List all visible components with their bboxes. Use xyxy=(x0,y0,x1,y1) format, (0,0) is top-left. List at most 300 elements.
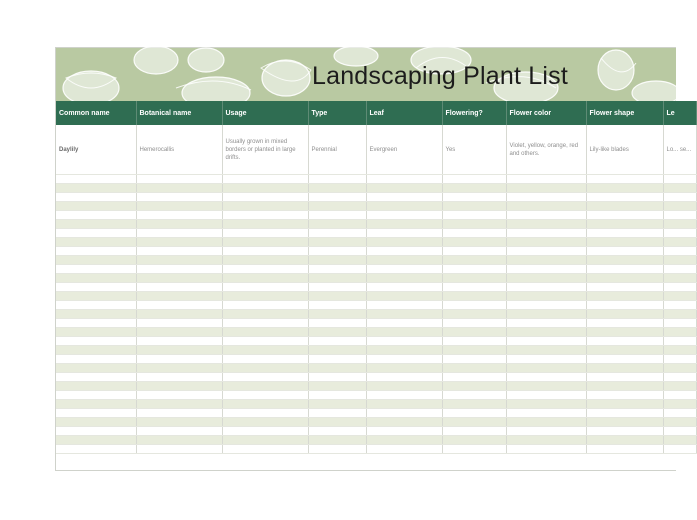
cell-type[interactable]: Perennial xyxy=(308,125,366,175)
empty-cell[interactable] xyxy=(56,427,136,436)
empty-cell[interactable] xyxy=(442,247,506,256)
empty-cell[interactable] xyxy=(442,427,506,436)
empty-cell[interactable] xyxy=(136,337,222,346)
empty-cell[interactable] xyxy=(222,364,308,373)
empty-cell[interactable] xyxy=(586,319,663,328)
empty-cell[interactable] xyxy=(442,265,506,274)
empty-cell[interactable] xyxy=(136,184,222,193)
column-header-botanical-name[interactable]: Botanical name xyxy=(136,101,222,125)
empty-cell[interactable] xyxy=(506,328,586,337)
cell-usage[interactable]: Usually grown in mixed borders or planted in large drifts. xyxy=(222,125,308,175)
empty-cell[interactable] xyxy=(663,256,696,265)
empty-cell[interactable] xyxy=(136,400,222,409)
empty-cell[interactable] xyxy=(56,220,136,229)
empty-cell[interactable] xyxy=(586,400,663,409)
empty-cell[interactable] xyxy=(663,310,696,319)
empty-cell[interactable] xyxy=(56,265,136,274)
empty-cell[interactable] xyxy=(222,400,308,409)
empty-cell[interactable] xyxy=(308,292,366,301)
empty-cell[interactable] xyxy=(222,175,308,184)
empty-cell[interactable] xyxy=(442,382,506,391)
empty-cell[interactable] xyxy=(506,256,586,265)
empty-cell[interactable] xyxy=(366,184,442,193)
empty-cell[interactable] xyxy=(136,220,222,229)
empty-cell[interactable] xyxy=(663,184,696,193)
column-header-flowering[interactable]: Flowering? xyxy=(442,101,506,125)
empty-cell[interactable] xyxy=(442,211,506,220)
empty-cell[interactable] xyxy=(308,256,366,265)
empty-cell[interactable] xyxy=(308,409,366,418)
empty-cell[interactable] xyxy=(136,346,222,355)
empty-cell[interactable] xyxy=(586,373,663,382)
empty-cell[interactable] xyxy=(136,283,222,292)
empty-cell[interactable] xyxy=(222,337,308,346)
empty-cell[interactable] xyxy=(366,247,442,256)
empty-cell[interactable] xyxy=(308,238,366,247)
empty-cell[interactable] xyxy=(506,265,586,274)
empty-cell[interactable] xyxy=(136,175,222,184)
empty-cell[interactable] xyxy=(136,247,222,256)
empty-cell[interactable] xyxy=(366,238,442,247)
empty-cell[interactable] xyxy=(366,229,442,238)
empty-cell[interactable] xyxy=(366,337,442,346)
column-header-usage[interactable]: Usage xyxy=(222,101,308,125)
empty-cell[interactable] xyxy=(308,184,366,193)
empty-cell[interactable] xyxy=(506,445,586,454)
empty-cell[interactable] xyxy=(308,301,366,310)
empty-cell[interactable] xyxy=(366,211,442,220)
empty-cell[interactable] xyxy=(586,184,663,193)
empty-cell[interactable] xyxy=(56,445,136,454)
empty-cell[interactable] xyxy=(56,382,136,391)
empty-cell[interactable] xyxy=(663,364,696,373)
empty-cell[interactable] xyxy=(506,346,586,355)
empty-cell[interactable] xyxy=(136,445,222,454)
cell-botanical-name[interactable]: Hemerocallis xyxy=(136,125,222,175)
empty-cell[interactable] xyxy=(56,292,136,301)
empty-cell[interactable] xyxy=(308,193,366,202)
table-row xyxy=(56,382,696,391)
empty-cell[interactable] xyxy=(663,418,696,427)
empty-cell[interactable] xyxy=(586,328,663,337)
empty-cell[interactable] xyxy=(506,301,586,310)
empty-cell[interactable] xyxy=(506,238,586,247)
empty-cell[interactable] xyxy=(586,364,663,373)
empty-cell[interactable] xyxy=(136,382,222,391)
empty-cell[interactable] xyxy=(222,220,308,229)
empty-cell[interactable] xyxy=(506,364,586,373)
empty-cell[interactable] xyxy=(442,283,506,292)
empty-cell[interactable] xyxy=(308,355,366,364)
empty-cell[interactable] xyxy=(308,337,366,346)
empty-cell[interactable] xyxy=(506,418,586,427)
empty-cell[interactable] xyxy=(56,247,136,256)
empty-cell[interactable] xyxy=(442,355,506,364)
empty-cell[interactable] xyxy=(442,256,506,265)
empty-cell[interactable] xyxy=(366,202,442,211)
empty-cell[interactable] xyxy=(308,364,366,373)
empty-cell[interactable] xyxy=(506,175,586,184)
empty-cell[interactable] xyxy=(663,391,696,400)
cell-cut[interactable]: Lo... se... xyxy=(663,125,696,175)
empty-cell[interactable] xyxy=(366,445,442,454)
empty-cell[interactable] xyxy=(56,310,136,319)
empty-cell[interactable] xyxy=(506,229,586,238)
table-row xyxy=(56,175,696,184)
empty-cell[interactable] xyxy=(442,184,506,193)
empty-cell[interactable] xyxy=(136,409,222,418)
empty-cell[interactable] xyxy=(222,319,308,328)
empty-cell[interactable] xyxy=(222,445,308,454)
empty-cell[interactable] xyxy=(222,274,308,283)
empty-cell[interactable] xyxy=(308,373,366,382)
empty-cell[interactable] xyxy=(56,337,136,346)
cell-leaf[interactable]: Evergreen xyxy=(366,125,442,175)
empty-cell[interactable] xyxy=(366,328,442,337)
empty-cell[interactable] xyxy=(366,256,442,265)
empty-cell[interactable] xyxy=(222,346,308,355)
empty-cell[interactable] xyxy=(663,301,696,310)
empty-cell[interactable] xyxy=(308,436,366,445)
empty-cell[interactable] xyxy=(506,202,586,211)
empty-cell[interactable] xyxy=(222,355,308,364)
empty-cell[interactable] xyxy=(136,391,222,400)
empty-cell[interactable] xyxy=(366,436,442,445)
empty-cell[interactable] xyxy=(56,274,136,283)
empty-cell[interactable] xyxy=(506,184,586,193)
empty-cell[interactable] xyxy=(308,427,366,436)
empty-cell[interactable] xyxy=(663,436,696,445)
empty-cell[interactable] xyxy=(308,283,366,292)
empty-cell[interactable] xyxy=(136,256,222,265)
empty-cell[interactable] xyxy=(308,274,366,283)
empty-cell[interactable] xyxy=(442,391,506,400)
empty-cell[interactable] xyxy=(56,418,136,427)
empty-cell[interactable] xyxy=(442,238,506,247)
empty-cell[interactable] xyxy=(663,283,696,292)
empty-cell[interactable] xyxy=(222,202,308,211)
empty-cell[interactable] xyxy=(506,319,586,328)
empty-cell[interactable] xyxy=(308,400,366,409)
empty-cell[interactable] xyxy=(366,319,442,328)
empty-cell[interactable] xyxy=(222,436,308,445)
empty-cell[interactable] xyxy=(136,355,222,364)
empty-cell[interactable] xyxy=(663,337,696,346)
empty-cell[interactable] xyxy=(586,382,663,391)
empty-cell[interactable] xyxy=(442,310,506,319)
empty-cell[interactable] xyxy=(586,202,663,211)
empty-cell[interactable] xyxy=(222,292,308,301)
empty-cell[interactable] xyxy=(663,409,696,418)
empty-cell[interactable] xyxy=(442,418,506,427)
empty-cell[interactable] xyxy=(136,292,222,301)
empty-cell[interactable] xyxy=(586,229,663,238)
empty-cell[interactable] xyxy=(56,229,136,238)
empty-cell[interactable] xyxy=(136,238,222,247)
empty-cell[interactable] xyxy=(663,238,696,247)
empty-cell[interactable] xyxy=(663,220,696,229)
empty-cell[interactable] xyxy=(56,319,136,328)
empty-cell[interactable] xyxy=(136,310,222,319)
empty-cell[interactable] xyxy=(663,382,696,391)
empty-cell[interactable] xyxy=(136,418,222,427)
empty-cell[interactable] xyxy=(586,292,663,301)
empty-cell[interactable] xyxy=(56,283,136,292)
empty-cell[interactable] xyxy=(308,211,366,220)
empty-cell[interactable] xyxy=(366,400,442,409)
empty-cell[interactable] xyxy=(586,427,663,436)
empty-cell[interactable] xyxy=(308,382,366,391)
empty-cell[interactable] xyxy=(56,211,136,220)
empty-cell[interactable] xyxy=(56,193,136,202)
empty-cell[interactable] xyxy=(586,355,663,364)
empty-cell[interactable] xyxy=(366,364,442,373)
empty-cell[interactable] xyxy=(366,292,442,301)
empty-cell[interactable] xyxy=(366,418,442,427)
empty-cell[interactable] xyxy=(56,436,136,445)
empty-cell[interactable] xyxy=(222,409,308,418)
empty-cell[interactable] xyxy=(222,184,308,193)
empty-cell[interactable] xyxy=(366,175,442,184)
empty-cell[interactable] xyxy=(506,310,586,319)
empty-cell[interactable] xyxy=(506,220,586,229)
empty-cell[interactable] xyxy=(506,292,586,301)
empty-cell[interactable] xyxy=(136,301,222,310)
empty-cell[interactable] xyxy=(366,427,442,436)
empty-cell[interactable] xyxy=(308,310,366,319)
empty-cell[interactable] xyxy=(506,247,586,256)
empty-cell[interactable] xyxy=(663,274,696,283)
empty-cell[interactable] xyxy=(366,301,442,310)
empty-cell[interactable] xyxy=(222,328,308,337)
empty-cell[interactable] xyxy=(586,256,663,265)
empty-cell[interactable] xyxy=(442,202,506,211)
empty-cell[interactable] xyxy=(663,292,696,301)
cell-flower-shape[interactable]: Lily-like blades xyxy=(586,125,663,175)
empty-cell[interactable] xyxy=(366,274,442,283)
empty-cell[interactable] xyxy=(586,418,663,427)
empty-cell[interactable] xyxy=(308,220,366,229)
empty-cell[interactable] xyxy=(308,202,366,211)
empty-cell[interactable] xyxy=(663,373,696,382)
empty-cell[interactable] xyxy=(136,229,222,238)
empty-cell[interactable] xyxy=(366,220,442,229)
empty-cell[interactable] xyxy=(222,382,308,391)
column-header-type[interactable]: Type xyxy=(308,101,366,125)
empty-cell[interactable] xyxy=(506,382,586,391)
empty-cell[interactable] xyxy=(586,211,663,220)
empty-cell[interactable] xyxy=(506,211,586,220)
empty-cell[interactable] xyxy=(222,193,308,202)
empty-cell[interactable] xyxy=(442,301,506,310)
empty-cell[interactable] xyxy=(222,211,308,220)
empty-cell[interactable] xyxy=(136,202,222,211)
empty-cell[interactable] xyxy=(442,445,506,454)
empty-cell[interactable] xyxy=(586,301,663,310)
empty-cell[interactable] xyxy=(586,310,663,319)
empty-cell[interactable] xyxy=(222,256,308,265)
empty-cell[interactable] xyxy=(136,427,222,436)
empty-cell[interactable] xyxy=(56,301,136,310)
empty-cell[interactable] xyxy=(222,427,308,436)
empty-cell[interactable] xyxy=(308,445,366,454)
empty-cell[interactable] xyxy=(222,391,308,400)
empty-cell[interactable] xyxy=(442,400,506,409)
empty-cell[interactable] xyxy=(136,373,222,382)
empty-cell[interactable] xyxy=(56,391,136,400)
empty-cell[interactable] xyxy=(586,283,663,292)
empty-cell[interactable] xyxy=(56,400,136,409)
empty-cell[interactable] xyxy=(136,436,222,445)
empty-cell[interactable] xyxy=(442,229,506,238)
empty-cell[interactable] xyxy=(136,211,222,220)
empty-cell[interactable] xyxy=(506,337,586,346)
empty-cell[interactable] xyxy=(663,229,696,238)
empty-cell[interactable] xyxy=(663,265,696,274)
empty-cell[interactable] xyxy=(586,445,663,454)
empty-cell[interactable] xyxy=(663,202,696,211)
empty-cell[interactable] xyxy=(663,247,696,256)
empty-cell[interactable] xyxy=(136,328,222,337)
empty-cell[interactable] xyxy=(442,337,506,346)
empty-cell[interactable] xyxy=(366,265,442,274)
empty-cell[interactable] xyxy=(308,418,366,427)
empty-cell[interactable] xyxy=(56,238,136,247)
cell-flower-color[interactable]: Violet, yellow, orange, red and others. xyxy=(506,125,586,175)
empty-cell[interactable] xyxy=(136,319,222,328)
empty-cell[interactable] xyxy=(366,391,442,400)
empty-cell[interactable] xyxy=(586,409,663,418)
empty-cell[interactable] xyxy=(663,400,696,409)
empty-cell[interactable] xyxy=(442,346,506,355)
empty-cell[interactable] xyxy=(366,193,442,202)
empty-cell[interactable] xyxy=(506,193,586,202)
empty-cell[interactable] xyxy=(56,256,136,265)
empty-cell[interactable] xyxy=(586,274,663,283)
empty-cell[interactable] xyxy=(586,220,663,229)
column-header-common-name[interactable]: Common name xyxy=(56,101,136,125)
empty-cell[interactable] xyxy=(442,175,506,184)
empty-cell[interactable] xyxy=(442,292,506,301)
empty-cell[interactable] xyxy=(506,436,586,445)
empty-cell[interactable] xyxy=(56,364,136,373)
empty-cell[interactable] xyxy=(308,229,366,238)
cell-common-name[interactable]: Daylily xyxy=(56,125,136,175)
empty-cell[interactable] xyxy=(366,373,442,382)
empty-cell[interactable] xyxy=(56,373,136,382)
empty-cell[interactable] xyxy=(506,400,586,409)
column-header-leaf[interactable]: Leaf xyxy=(366,101,442,125)
empty-cell[interactable] xyxy=(222,238,308,247)
empty-cell[interactable] xyxy=(222,310,308,319)
empty-cell[interactable] xyxy=(506,274,586,283)
empty-cell[interactable] xyxy=(506,283,586,292)
empty-cell[interactable] xyxy=(56,409,136,418)
empty-cell[interactable] xyxy=(308,247,366,256)
empty-cell[interactable] xyxy=(663,211,696,220)
empty-cell[interactable] xyxy=(506,373,586,382)
table-row xyxy=(56,193,696,202)
empty-cell[interactable] xyxy=(663,355,696,364)
empty-cell[interactable] xyxy=(506,427,586,436)
empty-cell[interactable] xyxy=(442,220,506,229)
empty-cell[interactable] xyxy=(442,328,506,337)
empty-cell[interactable] xyxy=(586,238,663,247)
empty-cell[interactable] xyxy=(586,247,663,256)
column-header-cut[interactable]: Le xyxy=(663,101,696,125)
empty-cell[interactable] xyxy=(442,373,506,382)
empty-cell[interactable] xyxy=(663,427,696,436)
column-header-flower-shape[interactable]: Flower shape xyxy=(586,101,663,125)
empty-cell[interactable] xyxy=(56,328,136,337)
empty-cell[interactable] xyxy=(136,265,222,274)
empty-cell[interactable] xyxy=(663,328,696,337)
empty-cell[interactable] xyxy=(586,175,663,184)
empty-cell[interactable] xyxy=(222,247,308,256)
empty-cell[interactable] xyxy=(586,265,663,274)
empty-cell[interactable] xyxy=(222,418,308,427)
empty-cell[interactable] xyxy=(222,301,308,310)
empty-cell[interactable] xyxy=(56,184,136,193)
empty-cell[interactable] xyxy=(586,337,663,346)
empty-cell[interactable] xyxy=(442,193,506,202)
empty-cell[interactable] xyxy=(366,310,442,319)
empty-cell[interactable] xyxy=(442,409,506,418)
empty-cell[interactable] xyxy=(56,175,136,184)
empty-cell[interactable] xyxy=(222,283,308,292)
empty-cell[interactable] xyxy=(56,346,136,355)
empty-cell[interactable] xyxy=(366,346,442,355)
empty-cell[interactable] xyxy=(366,409,442,418)
empty-cell[interactable] xyxy=(586,436,663,445)
cell-flowering[interactable]: Yes xyxy=(442,125,506,175)
empty-cell[interactable] xyxy=(222,373,308,382)
empty-cell[interactable] xyxy=(308,328,366,337)
empty-cell[interactable] xyxy=(442,319,506,328)
empty-cell[interactable] xyxy=(506,391,586,400)
empty-cell[interactable] xyxy=(136,364,222,373)
column-header-flower-color[interactable]: Flower color xyxy=(506,101,586,125)
empty-cell[interactable] xyxy=(136,274,222,283)
empty-cell[interactable] xyxy=(506,355,586,364)
empty-cell[interactable] xyxy=(366,355,442,364)
empty-cell[interactable] xyxy=(308,391,366,400)
empty-cell[interactable] xyxy=(663,175,696,184)
empty-cell[interactable] xyxy=(308,319,366,328)
empty-cell[interactable] xyxy=(308,175,366,184)
empty-cell[interactable] xyxy=(56,202,136,211)
empty-cell[interactable] xyxy=(442,274,506,283)
empty-cell[interactable] xyxy=(663,346,696,355)
empty-cell[interactable] xyxy=(663,445,696,454)
empty-cell[interactable] xyxy=(506,409,586,418)
empty-cell[interactable] xyxy=(442,436,506,445)
empty-cell[interactable] xyxy=(586,391,663,400)
empty-cell[interactable] xyxy=(663,319,696,328)
empty-cell[interactable] xyxy=(136,193,222,202)
empty-cell[interactable] xyxy=(222,229,308,238)
empty-cell[interactable] xyxy=(442,364,506,373)
empty-cell[interactable] xyxy=(586,346,663,355)
empty-cell[interactable] xyxy=(222,265,308,274)
empty-cell[interactable] xyxy=(308,346,366,355)
empty-cell[interactable] xyxy=(308,265,366,274)
empty-cell[interactable] xyxy=(366,283,442,292)
empty-cell[interactable] xyxy=(56,355,136,364)
empty-cell[interactable] xyxy=(366,382,442,391)
empty-cell[interactable] xyxy=(586,193,663,202)
empty-cell[interactable] xyxy=(663,193,696,202)
